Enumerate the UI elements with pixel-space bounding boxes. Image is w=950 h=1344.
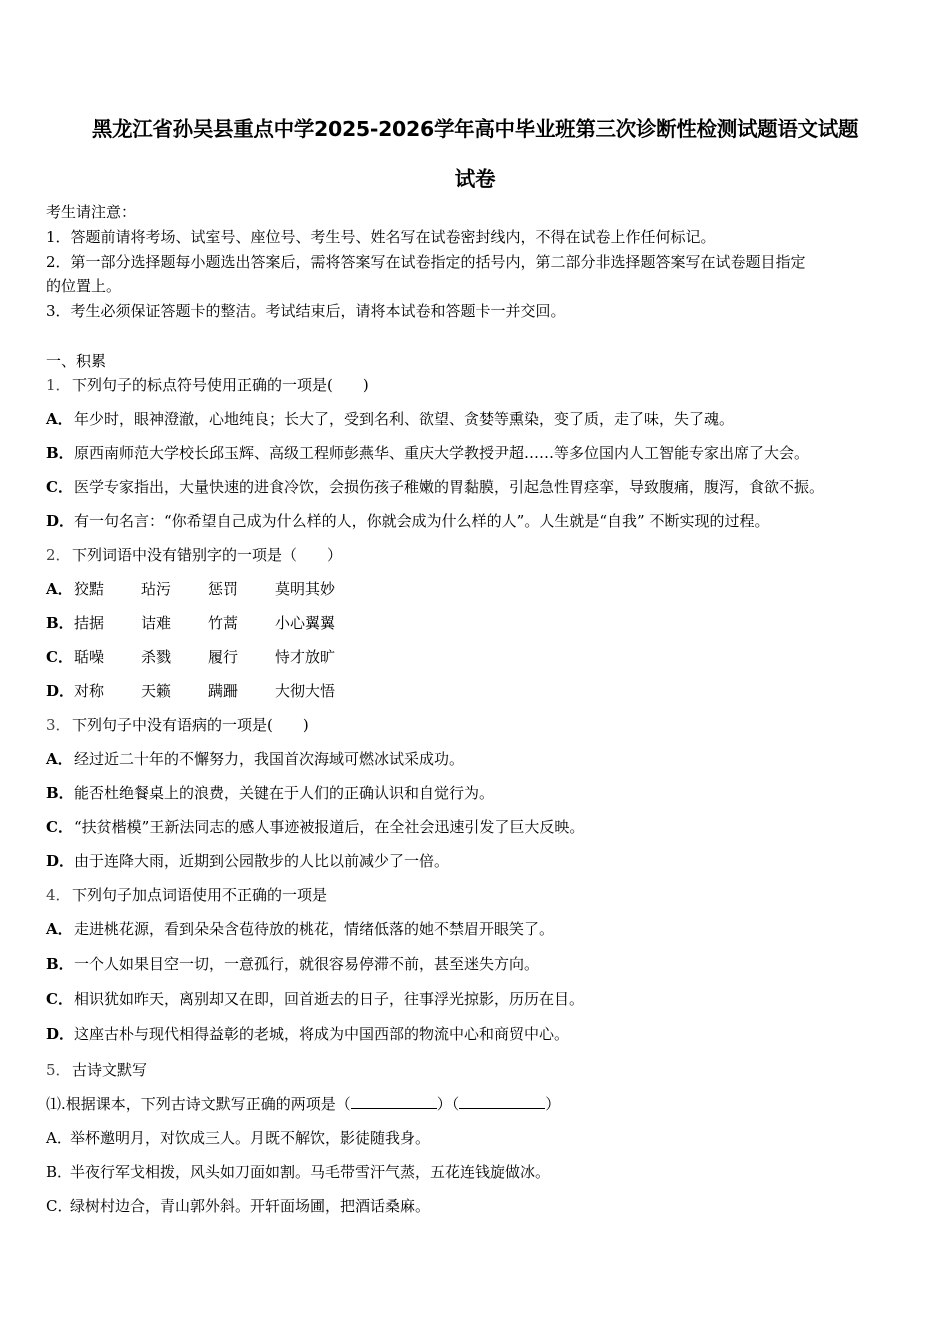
option-label: B． bbox=[46, 444, 74, 462]
sub-question-text: ⑴.根据课本，下列古诗文默写正确的两项是（ bbox=[46, 1095, 351, 1113]
answer-blank[interactable] bbox=[351, 1094, 437, 1109]
option-text: 有一句名言：“你希望自己成为什么样的人，你就会成为什么样的人”。人生就是“自我” 不断实现的过程。 bbox=[74, 512, 770, 530]
q5-sub-question bbox=[46, 1094, 560, 1114]
q5-option-c bbox=[46, 1196, 430, 1216]
word: 恃才放旷 bbox=[275, 648, 336, 666]
word: 蹒跚 bbox=[208, 682, 239, 700]
word: 玷污 bbox=[141, 580, 172, 598]
option-label: C． bbox=[46, 648, 73, 666]
question-text: 下列句子的标点符号使用正确的一项是( ) bbox=[72, 376, 369, 394]
option-label: A． bbox=[46, 920, 73, 938]
word: 诘难 bbox=[141, 614, 172, 632]
option-text: 绿树村边合，青山郭外斜。开轩面场圃，把酒话桑麻。 bbox=[70, 1197, 431, 1215]
option-label: B． bbox=[46, 1163, 73, 1181]
word: 竹蒿 bbox=[208, 614, 239, 632]
option-text: 医学专家指出，大量快速的进食冷饮，会损伤孩子稚嫩的胃黏膜，引起急性胃痉挛，导致腹痛，腹泻，食欲不振。 bbox=[74, 478, 825, 496]
option-label: C． bbox=[46, 478, 73, 496]
notice-heading: 考生请注意： bbox=[46, 203, 137, 221]
q2-option-b bbox=[46, 613, 335, 633]
q4-option-b bbox=[46, 954, 539, 974]
question-text: 下列句子加点词语使用不正确的一项是 bbox=[72, 886, 328, 904]
notice-item: 2．第一部分选择题每小题选出答案后，需将答案写在试卷指定的括号内，第二部分非选择题答案写在试卷题目指定 bbox=[46, 253, 806, 271]
answer-blank[interactable] bbox=[459, 1094, 545, 1109]
option-text: 半夜行军戈相拨，风头如刀面如割。马毛带雪汗气蒸，五花连钱旋做冰。 bbox=[70, 1163, 551, 1181]
question-number: 1． bbox=[46, 376, 71, 394]
question-text: 下列句子中没有语病的一项是( ) bbox=[72, 716, 309, 734]
question-number: 2． bbox=[46, 546, 71, 564]
option-text: 举杯邀明月，对饮成三人。月既不解饮，影徒随我身。 bbox=[70, 1129, 431, 1147]
option-text: 原西南师范大学校长邱玉辉、高级工程师彭燕华、重庆大学教授尹超……等多位国内人工智能专家出席了大会。 bbox=[74, 444, 810, 462]
option-text: “扶贫楷模”王新法同志的感人事迹被报道后，在全社会迅速引发了巨大反映。 bbox=[74, 818, 585, 836]
word: 莫明其妙 bbox=[275, 580, 336, 598]
option-text: 能否杜绝餐桌上的浪费，关键在于人们的正确认识和自觉行为。 bbox=[74, 784, 495, 802]
word: 拮据 bbox=[74, 614, 105, 632]
q3-option-d bbox=[46, 851, 449, 871]
option-text: 经过近二十年的不懈努力，我国首次海域可燃冰试采成功。 bbox=[74, 750, 465, 768]
word: 大彻大悟 bbox=[275, 682, 336, 700]
question-3-stem bbox=[46, 715, 309, 735]
question-number: 3． bbox=[46, 716, 71, 734]
notice-item: 3．考生必须保证答题卡的整洁。考试结束后，请将本试卷和答题卡一并交回。 bbox=[46, 302, 566, 320]
word: 对称 bbox=[74, 682, 105, 700]
exam-title-line2: 试卷 bbox=[454, 167, 496, 191]
option-text: 这座古朴与现代相得益彰的老城，将成为中国西部的物流中心和商贸中心。 bbox=[74, 1025, 570, 1043]
question-1-stem bbox=[46, 375, 369, 395]
option-label: D． bbox=[46, 852, 75, 870]
option-label: C． bbox=[46, 990, 73, 1008]
q3-option-a bbox=[46, 749, 464, 769]
option-text: 相识犹如昨天，离别却又在即，回首逝去的日子，往事浮光掠影，历历在目。 bbox=[74, 990, 585, 1008]
q4-option-a bbox=[46, 919, 554, 939]
option-text: 走进桃花源，看到朵朵含苞待放的桃花，情绪低落的她不禁眉开眼笑了。 bbox=[74, 920, 555, 938]
q2-option-d bbox=[46, 681, 335, 701]
option-label: A． bbox=[46, 750, 73, 768]
question-number: 5． bbox=[46, 1061, 71, 1079]
notice-item: 的位置上。 bbox=[46, 277, 122, 295]
word: 天籁 bbox=[141, 682, 172, 700]
notice-item: 1．答题前请将考场、试室号、座位号、考生号、姓名写在试卷密封线内，不得在试卷上作任何标记。 bbox=[46, 228, 716, 246]
word: 小心翼翼 bbox=[275, 614, 336, 632]
word: 履行 bbox=[208, 648, 239, 666]
q2-option-a bbox=[46, 579, 335, 599]
q1-option-d bbox=[46, 511, 769, 531]
q4-option-d bbox=[46, 1024, 569, 1044]
option-label: B． bbox=[46, 955, 74, 973]
option-label: A． bbox=[46, 580, 73, 598]
option-label: A． bbox=[46, 410, 73, 428]
question-text: 古诗文默写 bbox=[72, 1061, 148, 1079]
option-label: C． bbox=[46, 818, 73, 836]
option-text: 年少时，眼神澄澈，心地纯良；长大了，受到名利、欲望、贪婪等熏染，变了质，走了味，失了魂。 bbox=[74, 410, 735, 428]
word: 狡黠 bbox=[74, 580, 105, 598]
question-number: 4． bbox=[46, 886, 71, 904]
question-4-stem bbox=[46, 885, 327, 905]
exam-title-line1: 黑龙江省孙吴县重点中学2025-2026学年高中毕业班第三次诊断性检测试题语文试题 bbox=[91, 117, 859, 141]
word: 惩罚 bbox=[208, 580, 239, 598]
q3-option-c bbox=[46, 817, 584, 837]
question-text: 下列词语中没有错别字的一项是（ ） bbox=[72, 546, 343, 564]
option-label: D． bbox=[46, 512, 75, 530]
q1-option-a bbox=[46, 409, 734, 429]
section-heading: 一、积累 bbox=[46, 352, 107, 370]
question-5-stem bbox=[46, 1060, 147, 1080]
option-label: C． bbox=[46, 1197, 73, 1215]
sub-question-end: ） bbox=[545, 1095, 561, 1113]
option-label: D． bbox=[46, 682, 75, 700]
q2-option-c bbox=[46, 647, 335, 667]
sub-question-mid: ）（ bbox=[436, 1095, 460, 1113]
q5-option-a bbox=[46, 1128, 430, 1148]
option-text: 一个人如果目空一切，一意孤行，就很容易停滞不前，甚至迷失方向。 bbox=[74, 955, 540, 973]
q1-option-c bbox=[46, 477, 824, 497]
q1-option-b bbox=[46, 443, 809, 463]
word: 杀戮 bbox=[141, 648, 172, 666]
option-label: B． bbox=[46, 784, 74, 802]
q3-option-b bbox=[46, 783, 494, 803]
option-text: 由于连降大雨，近期到公园散步的人比以前减少了一倍。 bbox=[74, 852, 450, 870]
word: 聒噪 bbox=[74, 648, 105, 666]
question-2-stem bbox=[46, 545, 342, 565]
q5-option-b bbox=[46, 1162, 550, 1182]
option-label: A． bbox=[46, 1129, 72, 1147]
q4-option-c bbox=[46, 989, 584, 1009]
option-label: B． bbox=[46, 614, 74, 632]
option-label: D． bbox=[46, 1025, 75, 1043]
